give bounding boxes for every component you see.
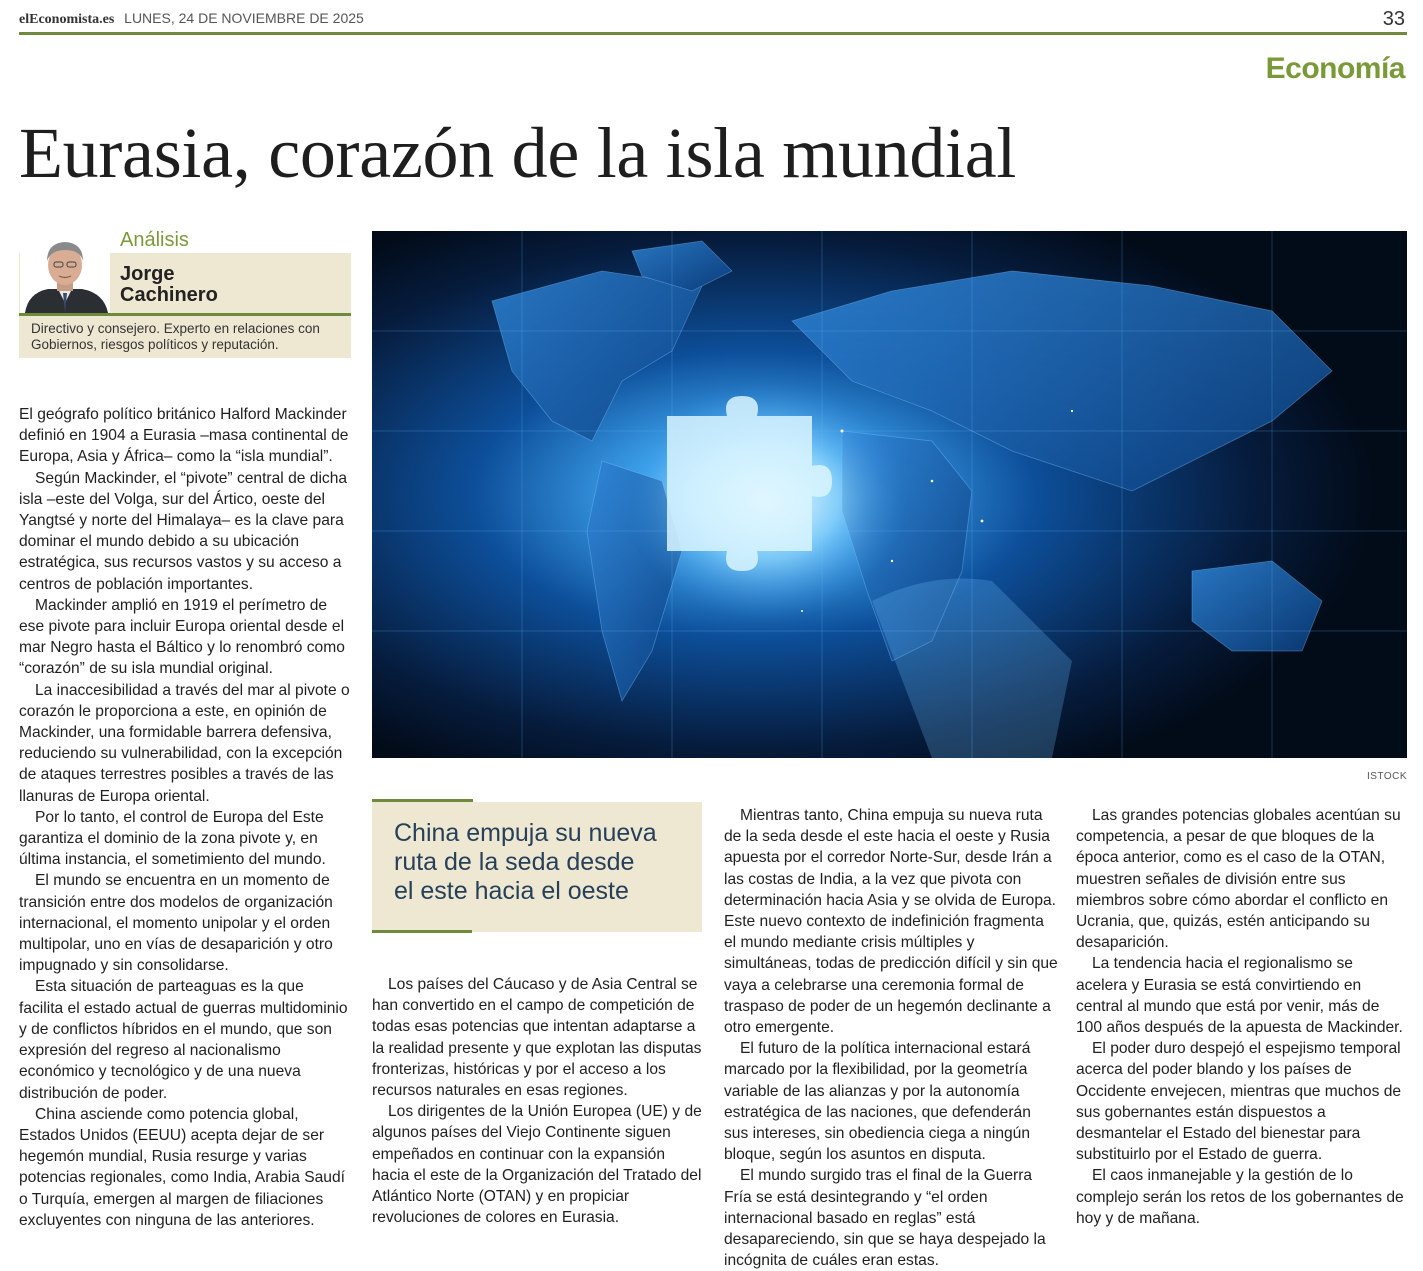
- paragraph: Mackinder amplió en 1919 el perímetro de ese pivote para incluir Europa oriental desde el mar Negro hasta el Báltico y lo renombró como “corazón” de su isla mundial original.: [19, 596, 345, 678]
- paragraph: Según Mackinder, el “pivote” central de dicha isla –este del Volga, sur del Ártico, oeste del Yangtsé y norte del Himalaya– es la clave para dominar el mundo debido a su ubicación estratégica, sus recursos vastos y su acceso a centros de población importantes.: [19, 469, 348, 593]
- author-description: Directivo y consejero. Experto en relaciones con Gobiernos, riesgos políticos y reputación.: [19, 316, 351, 358]
- paragraph: Esta situación de parteaguas es la que facilita el estado actual de guerras multidominio y de conflictos híbridos en el mundo, que son expresión del regreso al nacionalismo económico y tecnológico y de una nueva distribución de poder.: [19, 978, 348, 1102]
- author-name: [120, 264, 218, 306]
- analysis-label: Análisis: [120, 229, 189, 251]
- article-column-1: [19, 404, 351, 1231]
- author-photo: [20, 233, 110, 313]
- article-photo-world-puzzle: [372, 231, 1407, 758]
- article-column-2: [372, 974, 704, 1228]
- author-first-name: Jorge: [120, 263, 175, 285]
- article-headline: Eurasia, corazón de la isla mundial: [19, 113, 1017, 193]
- paragraph: El caos inmanejable y la gestión de lo complejo serán los retos de los gobernantes de hoy y de mañana.: [1076, 1167, 1404, 1227]
- paragraph: Los países del Cáucaso y de Asia Central se han convertido en el campo de competición de todas esas potencias que intentan adaptarse a la realidad presente y que explotan las disputas fronterizas, históricas y por el acceso a los recursos naturales en esas regiones.: [372, 976, 702, 1100]
- paragraph: La tendencia hacia el regionalismo se acelera y Eurasia se está convirtiendo en central al mundo que está por venir, más de 100 años después de la apuesta de Mackinder.: [1076, 955, 1403, 1037]
- author-last-name: Cachinero: [120, 284, 218, 306]
- paragraph: El mundo se encuentra en un momento de transición entre dos modelos de organización internacional, el momento unipolar y el orden multipolar, uno en vías de desaparición y otro impugnado y sin consolidarse.: [19, 872, 333, 975]
- paragraph: Por lo tanto, el control de Europa del Este garantiza el dominio de la zona pivote y, en última instancia, el sometimiento del mundo.: [19, 808, 326, 869]
- pull-quote-line: ruta de la seda desde: [394, 848, 635, 876]
- paragraph: Las grandes potencias globales acentúan su competencia, a pesar de que bloques de la época anterior, como es el caso de la OTAN, muestren señales de división entre sus miembros sobre cómo abordar el conflicto en Ucrania, que, quizás, estén anticipando su desaparición.: [1076, 807, 1401, 952]
- pull-quote-top-rule: [372, 799, 473, 802]
- header-divider: [19, 32, 1407, 35]
- section-title: Economía: [1265, 52, 1405, 85]
- paragraph: Mientras tanto, China empuja su nueva ruta de la seda desde el este hacia el oeste y Rusia apuesta por el corredor Norte-Sur, desde Irán a las costas de India, a la vez que pivota con determinación hacia Asia y se olvida de Europa. Este nuevo contexto de indefinición fragmenta el mundo mediante crisis múltiples y simultáneas, todas de predicción difícil y sin que vaya a celebrarse una ceremonia formal de traspaso de poder de un hegemón declinante a otro emergente.: [724, 807, 1058, 1037]
- pull-quote-line: China empuja su nueva: [394, 819, 657, 847]
- pull-quote-bottom-rule: [372, 930, 472, 933]
- paragraph: El poder duro despejó el espejismo temporal acerca del poder blando y los países de Occidente envejecen, mientras que muchos de sus gobernantes están dispuestos a desmantelar el Estado del bienestar para substituirlo por el Estado de guerra.: [1076, 1040, 1402, 1164]
- issue-date: LUNES, 24 DE NOVIEMBRE DE 2025: [124, 10, 364, 26]
- masthead: [19, 10, 364, 28]
- paragraph: El geógrafo político británico Halford Mackinder definió en 1904 a Eurasia –masa continental de Europa, Asia y África– como la “isla mundial”.: [19, 406, 349, 466]
- pull-quote-line: el este hacia el oeste: [394, 877, 629, 905]
- photo-credit: ISTOCK: [1366, 771, 1407, 782]
- article-column-3: [724, 805, 1058, 1271]
- article-column-4: [1076, 805, 1408, 1229]
- paragraph: La inaccesibilidad a través del mar al pivote o corazón le proporciona a este, en opinión de Mackinder, una formidable barrera defensiva, reduciendo su vulnerabilidad, con la excepción de ataques terrestres posibles a través de las llanuras de Europa oriental.: [19, 681, 350, 805]
- paragraph: Los dirigentes de la Unión Europea (UE) y de algunos países del Viejo Continente siguen empeñados en continuar con la expansión hacia el este de la Organización del Tratado del Atlántico Norte (OTAN) y en propiciar revoluciones de colores en Eurasia.: [372, 1103, 702, 1227]
- paragraph: El mundo surgido tras el final de la Guerra Fría se está desintegrando y “el orden internacional basado en reglas” está desapareciendo, sin que se haya despejado la incógnita de cuáles eran estas.: [724, 1167, 1046, 1270]
- newspaper-logo: elEconomista.es: [19, 12, 115, 27]
- paragraph: China asciende como potencia global, Estados Unidos (EEUU) acepta dejar de ser hegemón mundial, Rusia resurge y varias potencias regionales, como India, Arabia Saudí o Turquía, emergen al margen de filiaciones excluyentes con ninguna de las anteriores.: [19, 1105, 345, 1229]
- paragraph: El futuro de la política internacional estará marcado por la flexibilidad, por la geometría variable de las alianzas y por la autonomía estratégica de las naciones, que defenderán sus intereses, sin obediencia ciega a ningún bloque, según los asuntos en disputa.: [724, 1040, 1031, 1164]
- page-number: 33: [1382, 8, 1405, 30]
- pull-quote: [394, 819, 694, 906]
